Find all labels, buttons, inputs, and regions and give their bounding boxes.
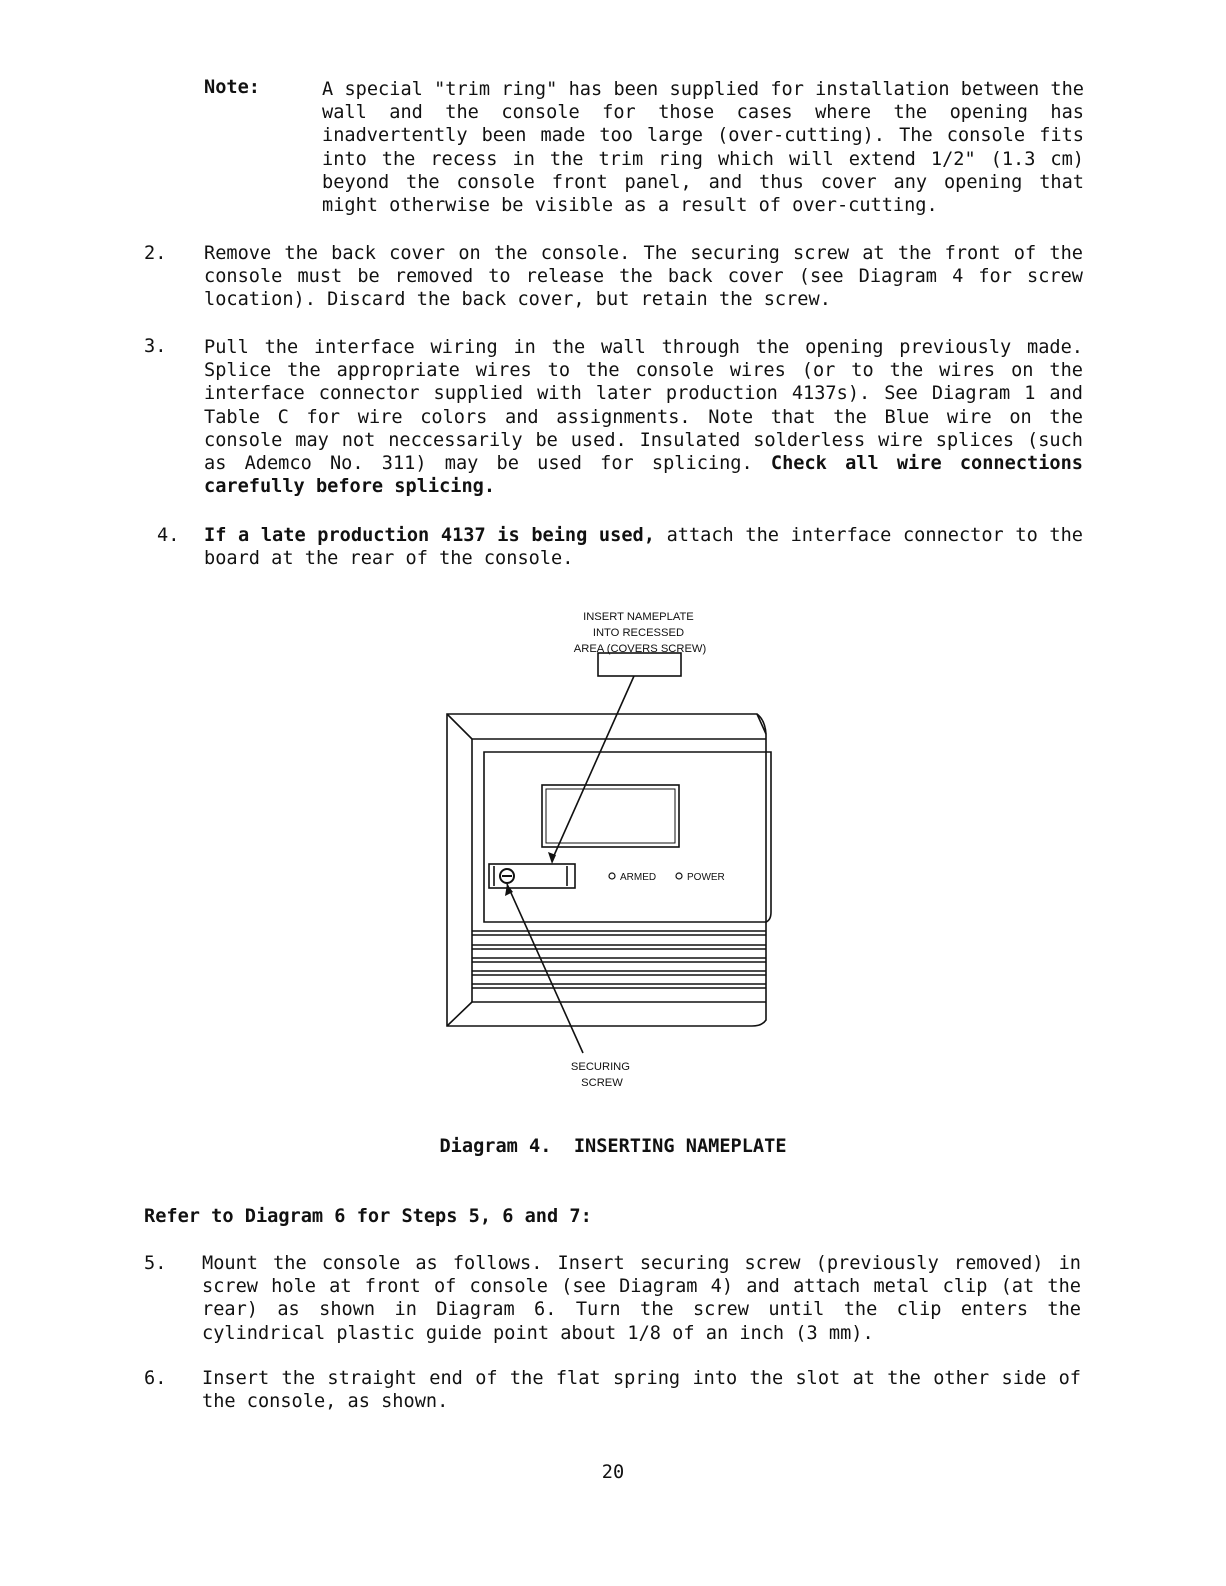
- step-number: 3.: [144, 336, 167, 357]
- console-face-panel: [484, 752, 771, 922]
- screw-leader-line: [507, 884, 583, 1053]
- nameplate-part: [598, 653, 681, 676]
- step-number: 2.: [144, 243, 167, 264]
- section-heading: Refer to Diagram 6 for Steps 5, 6 and 7:: [144, 1206, 592, 1227]
- console-outer-frame: [447, 714, 766, 1026]
- step-5-text: Mount the console as follows. Insert securing screw (previously removed) in screw hole at front of console (see Diagram 4) and attach metal clip (at the rear) as shown in Diagram 6. Turn the screw until the clip enters the cylindrical plastic guide point about 1/8 of an inch (3 mm).: [202, 1253, 1081, 1344]
- nameplate-label: INSERT NAMEPLATE INTO RECESSED AREA (COVERS SCREW): [573, 611, 707, 655]
- step-4-bold-head: If a late production 4137 is being used,: [204, 525, 655, 546]
- note-text: A special "trim ring" has been supplied for installation between the wall and the console for those cases where the opening has inadvertently been made too large (over-cutting). The console fits into the recess in the trim ring which will extend 1/2" (1.3 cm) beyond the console front panel, and thus cover any opening that might otherwise be visible as a result of over-cutting.: [322, 79, 1084, 217]
- page-number: 20: [601, 1462, 625, 1483]
- diagram-caption: Diagram 4. INSERTING NAMEPLATE: [439, 1136, 787, 1157]
- securing-screw-label: SECURING SCREW: [570, 1061, 630, 1089]
- step-number: 6.: [144, 1368, 167, 1389]
- step-2-text: Remove the back cover on the console. The securing screw at the front of the console must be removed to release the back cover (see Diagram 4 for screw location). Discard the back cover, but retain the screw.: [204, 243, 1083, 311]
- step-3-bold-tail: Check all wire connections carefully before splicing.: [204, 453, 1083, 498]
- step-6-text: Insert the straight end of the flat spring into the slot at the other side of the console, as shown.: [202, 1368, 1081, 1413]
- step-3-body: Pull the interface wiring in the wall through the opening previously made. Splice the appropriate wires to the console wires (or to the wires on the interface connector supplied with later production 4137s). See Diagram 1 and Table C for wire colors and assignments. Note that the Blue wire on the console may not neccessarily be used. Insulated solderless wire splices (such as Ademco No. 311) may be used for splicing.: [204, 337, 1083, 475]
- step-4-body: attach the interface connector to the board at the rear of the console.: [204, 525, 1083, 570]
- nameplate-leader-line: [552, 676, 634, 860]
- nameplate-recess: [489, 864, 575, 888]
- armed-led-icon: [609, 873, 615, 879]
- step-number: 4.: [157, 525, 180, 546]
- step-number: 5.: [144, 1253, 167, 1274]
- armed-label: ARMED: [620, 872, 657, 883]
- speaker-vents: [472, 931, 766, 988]
- note-label: Note:: [204, 77, 260, 98]
- power-label: POWER: [687, 872, 725, 883]
- power-led-icon: [676, 873, 682, 879]
